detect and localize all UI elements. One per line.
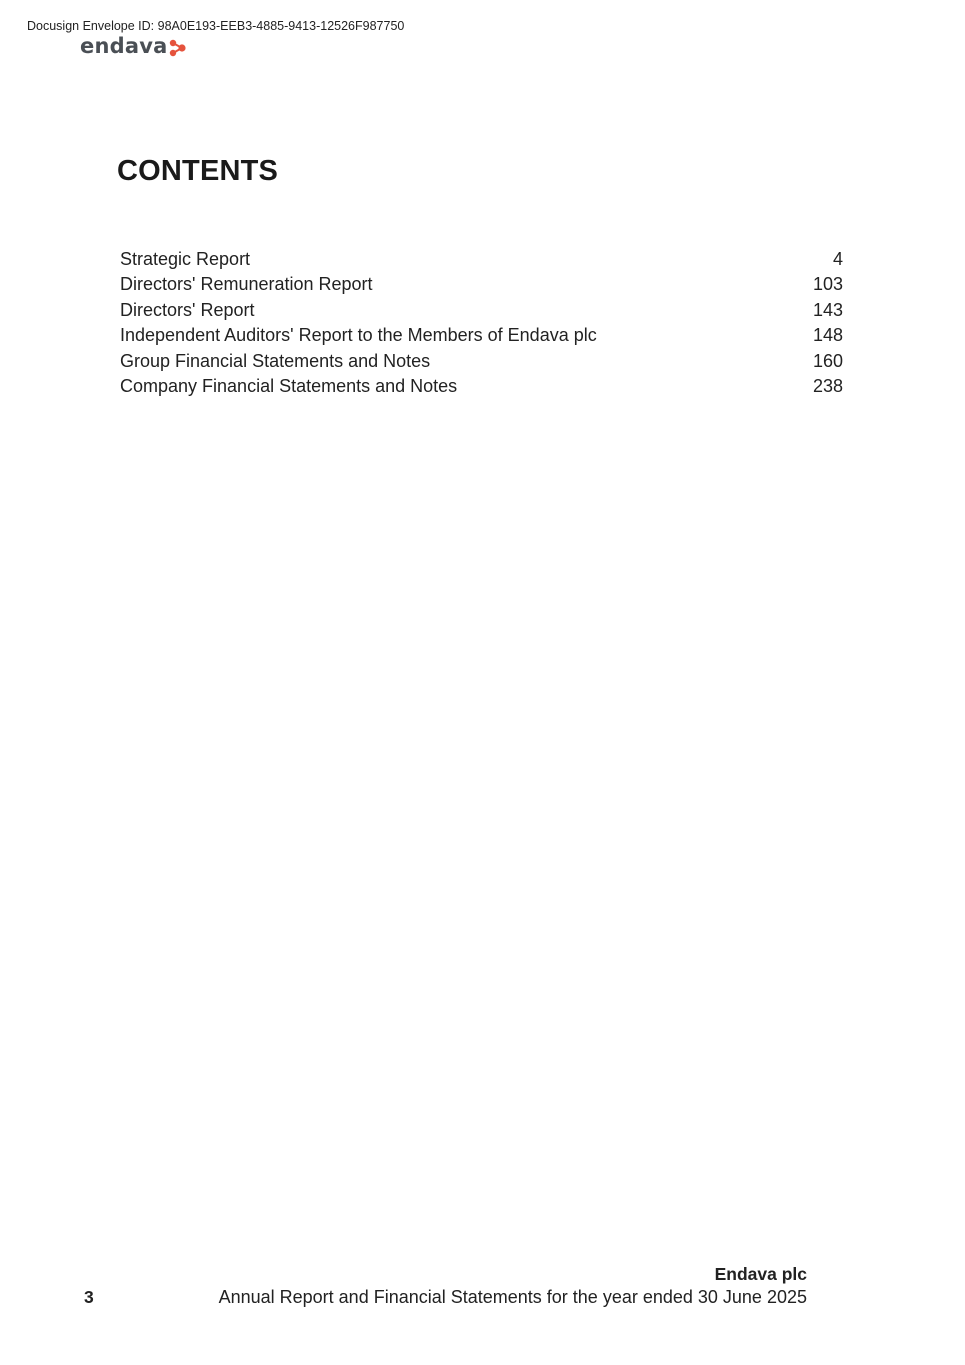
toc-item-label: Directors' Report — [120, 299, 255, 320]
docusign-envelope-id: Docusign Envelope ID: 98A0E193-EEB3-4885-9413-12526F987750 — [27, 19, 405, 33]
logo-wordmark: endava — [80, 34, 168, 58]
toc-item-strategic-report[interactable] — [120, 247, 843, 272]
toc-item-page: 103 — [812, 274, 843, 295]
toc-item-page: 160 — [812, 350, 843, 371]
footer-page-number: 3 — [84, 1287, 94, 1307]
toc-item-page: 143 — [812, 299, 843, 320]
footer-company-name: Endava plc — [714, 1264, 807, 1284]
toc-item-group-financial-statements[interactable] — [120, 349, 843, 374]
toc-item-label: Independent Auditors' Report to the Members of Endava plc — [120, 325, 597, 346]
toc-item-directors-remuneration-report[interactable] — [120, 272, 843, 297]
toc-item-label: Group Financial Statements and Notes — [120, 350, 431, 371]
footer-report-description: Annual Report and Financial Statements for the year ended 30 June 2025 — [218, 1287, 807, 1307]
toc-item-label: Strategic Report — [120, 249, 251, 269]
toc-item-label: Directors' Remuneration Report — [120, 274, 373, 295]
table-of-contents — [120, 247, 843, 399]
toc-item-company-financial-statements[interactable] — [120, 374, 843, 399]
endava-logo — [80, 33, 187, 59]
toc-item-directors-report[interactable] — [120, 298, 843, 323]
toc-item-page: 4 — [832, 249, 843, 269]
toc-item-label: Company Financial Statements and Notes — [120, 375, 458, 396]
toc-item-page: 148 — [812, 325, 843, 346]
endava-logo-mark-icon — [169, 39, 187, 57]
page-title: CONTENTS — [117, 155, 279, 187]
toc-item-page: 238 — [812, 375, 843, 396]
toc-item-independent-auditors-report[interactable] — [120, 323, 843, 348]
